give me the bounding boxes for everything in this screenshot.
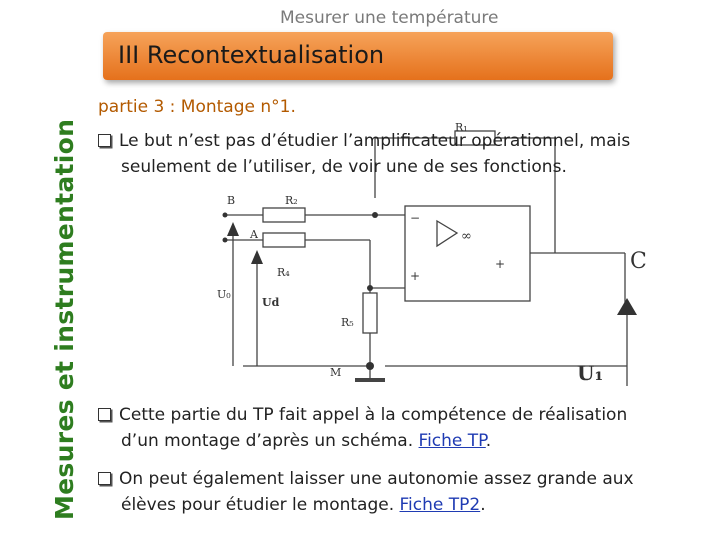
label-u0: U₀ (217, 288, 231, 301)
bullet-item: Cette partie du TP fait appel à la compétence de réalisation d’un montage d’après un schéma. Fiche TP. (98, 402, 710, 454)
label-u1: U₁ (577, 361, 604, 385)
section-banner (103, 32, 613, 80)
label-m: M (330, 366, 342, 379)
label-plus-in: + (410, 269, 421, 283)
bullet-item: Le but n’est pas d’étudier l’amplificateur opérationnel, mais seulement de l’utiliser, de voir une de ses fonctions. (98, 128, 710, 180)
part-label: partie 3 : Montage n°1. (98, 97, 296, 117)
label-infinity: ∞ (461, 229, 472, 244)
checkbox-bullet-icon (98, 134, 111, 147)
bullet-item: On peut également laisser une autonomie assez grande aux élèves pour étudier le montage. Fiche TP2. (98, 466, 710, 518)
label-c: C (630, 249, 647, 274)
fiche-tp-link[interactable]: Fiche TP (418, 431, 486, 451)
label-minus: − (410, 211, 421, 225)
checkbox-bullet-icon (98, 408, 111, 421)
sidebar-title: Mesures et instrumentation (50, 118, 79, 520)
section-title: III Recontextualisation (118, 41, 385, 69)
label-a: A (250, 228, 258, 241)
label-b: B (227, 194, 236, 207)
label-r1: R₁ (455, 121, 468, 134)
sidebar (14, 0, 78, 540)
page-title: Mesurer une température (280, 8, 499, 28)
fiche-tp2-link[interactable]: Fiche TP2 (399, 495, 481, 515)
checkbox-bullet-icon (98, 472, 111, 485)
label-ud: Ud (262, 296, 280, 309)
label-r5: R₅ (341, 316, 354, 329)
label-r4: R₄ (277, 266, 290, 279)
label-plus-out: + (495, 257, 506, 271)
label-r2: R₂ (285, 194, 298, 207)
